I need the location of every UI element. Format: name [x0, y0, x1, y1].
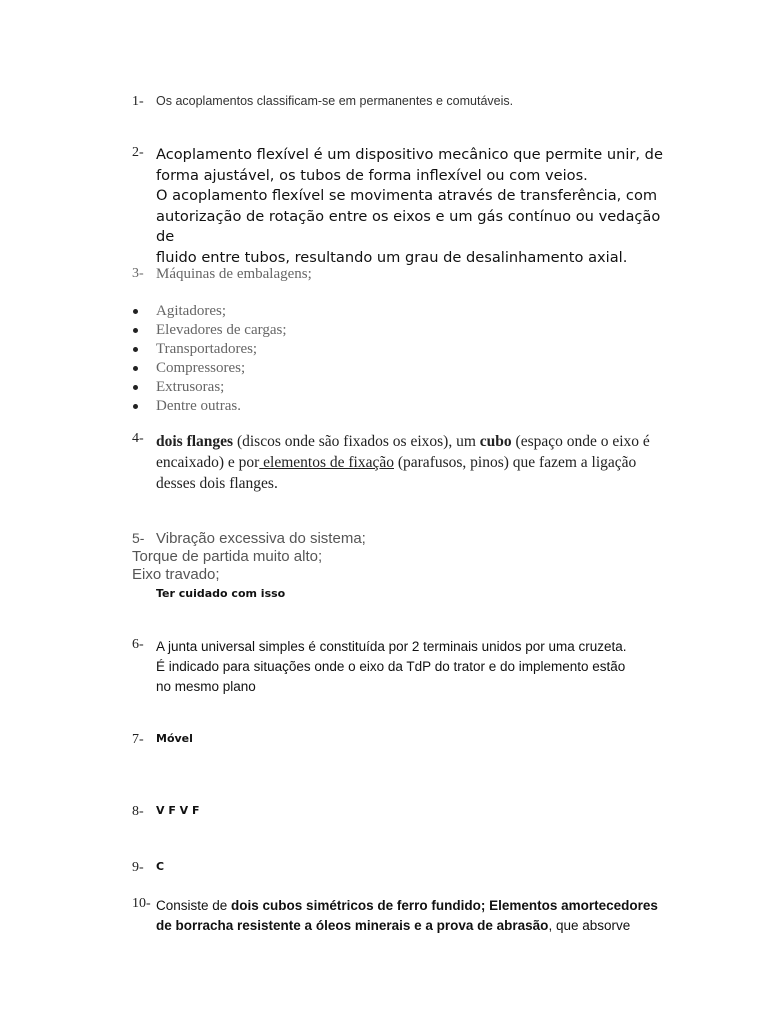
- answer-5-note: Ter cuidado com isso: [156, 587, 286, 600]
- bullet-icon: [133, 404, 138, 409]
- answer-3-text: Máquinas de embalagens;: [156, 266, 312, 282]
- list-item: Transportadores;: [132, 340, 287, 359]
- answer-1-text: Os acoplamentos classificam-se em permanentes e comutáveis.: [156, 94, 514, 108]
- answer-5-line: Torque de partida muito alto;: [132, 548, 323, 565]
- answer-6-number: 6-: [132, 637, 144, 652]
- answer-2-line: Acoplamento flexível é um dispositivo mecânico que permite unir, de: [156, 146, 663, 163]
- answer-3-number: 3-: [132, 266, 144, 281]
- answer-8: [132, 804, 668, 817]
- answer-10: [132, 896, 668, 936]
- answer-4: [132, 431, 668, 494]
- answer-4-number: 4-: [132, 431, 144, 446]
- answer-4-underlined-text: elementos de fixação: [259, 454, 394, 471]
- answer-10-bold-text: de borracha resistente a óleos minerais e a prova de abrasão: [156, 918, 549, 933]
- list-item: Compressores;: [132, 359, 287, 378]
- answer-2-number: 2-: [132, 145, 144, 160]
- answer-1: [132, 94, 668, 108]
- answer-1-number: 1-: [132, 94, 144, 109]
- answer-2: [132, 145, 668, 268]
- answer-2-text: [156, 145, 668, 268]
- bullet-icon: [133, 385, 138, 390]
- answer-8-number: 8-: [132, 804, 144, 819]
- answer-4-text: dois flanges (discos onde são fixados os eixos), um cubo (espaço onde o eixo é encaixado) e por elementos de fixação (parafusos, pinos) que fazem a ligação desses dois flanges.: [156, 433, 650, 492]
- answer-5-line: Eixo travado;: [132, 566, 220, 583]
- answer-6: [132, 637, 668, 697]
- answer-7-text: Móvel: [156, 732, 193, 745]
- answer-3: [132, 266, 668, 283]
- answer-9-text: C: [156, 860, 165, 873]
- answer-2-line: autorização de rotação entre os eixos e um gás contínuo ou vedação de: [156, 207, 661, 245]
- answer-7: [132, 732, 668, 745]
- answer-4-bold-flanges: dois flanges: [156, 433, 234, 450]
- answer-10-bold-text: dois cubos simétricos de ferro fundido; Elementos amortecedores: [231, 898, 658, 913]
- list-item: Extrusoras;: [132, 378, 287, 397]
- answer-2-line: forma ajustável, os tubos de forma inflexível ou com veios.: [156, 166, 588, 184]
- answer-10-number: 10-: [132, 896, 151, 911]
- answer-5: [132, 530, 668, 604]
- answer-6-text: [156, 637, 668, 697]
- bullet-icon: [133, 347, 138, 352]
- answer-7-number: 7-: [132, 732, 144, 747]
- answer-5-number: 5-: [132, 530, 145, 546]
- answer-6-line: A junta universal simples é constituída por 2 terminais unidos por uma cruzeta.: [156, 639, 627, 654]
- list-item: Agitadores;: [132, 302, 287, 321]
- list-item: Elevadores de cargas;: [132, 321, 287, 340]
- answer-5-line: Vibração excessiva do sistema;: [156, 530, 366, 547]
- answer-2-line: fluido entre tubos, resultando um grau de desalinhamento axial.: [156, 248, 628, 266]
- bullet-icon: [133, 309, 138, 314]
- answer-6-line: É indicado para situações onde o eixo da TdP do trator e do implemento estão: [156, 659, 626, 674]
- list-item: Dentre outras.: [132, 397, 287, 416]
- answer-3-bullet-list: [132, 302, 287, 416]
- answer-9: [132, 860, 668, 873]
- answer-4-bold-cubo: cubo: [479, 433, 512, 450]
- bullet-icon: [133, 366, 138, 371]
- answer-6-line: no mesmo plano: [156, 679, 256, 694]
- answer-10-text: Consiste de dois cubos simétricos de ferro fundido; Elementos amortecedores de borracha resistente a óleos minerais e a prova de abrasão, que absorve: [156, 898, 658, 933]
- answer-2-line: O acoplamento flexível se movimenta através de transferência, com: [156, 187, 658, 204]
- bullet-icon: [133, 328, 138, 333]
- answer-9-number: 9-: [132, 860, 144, 875]
- answer-8-text: V F V F: [156, 804, 200, 817]
